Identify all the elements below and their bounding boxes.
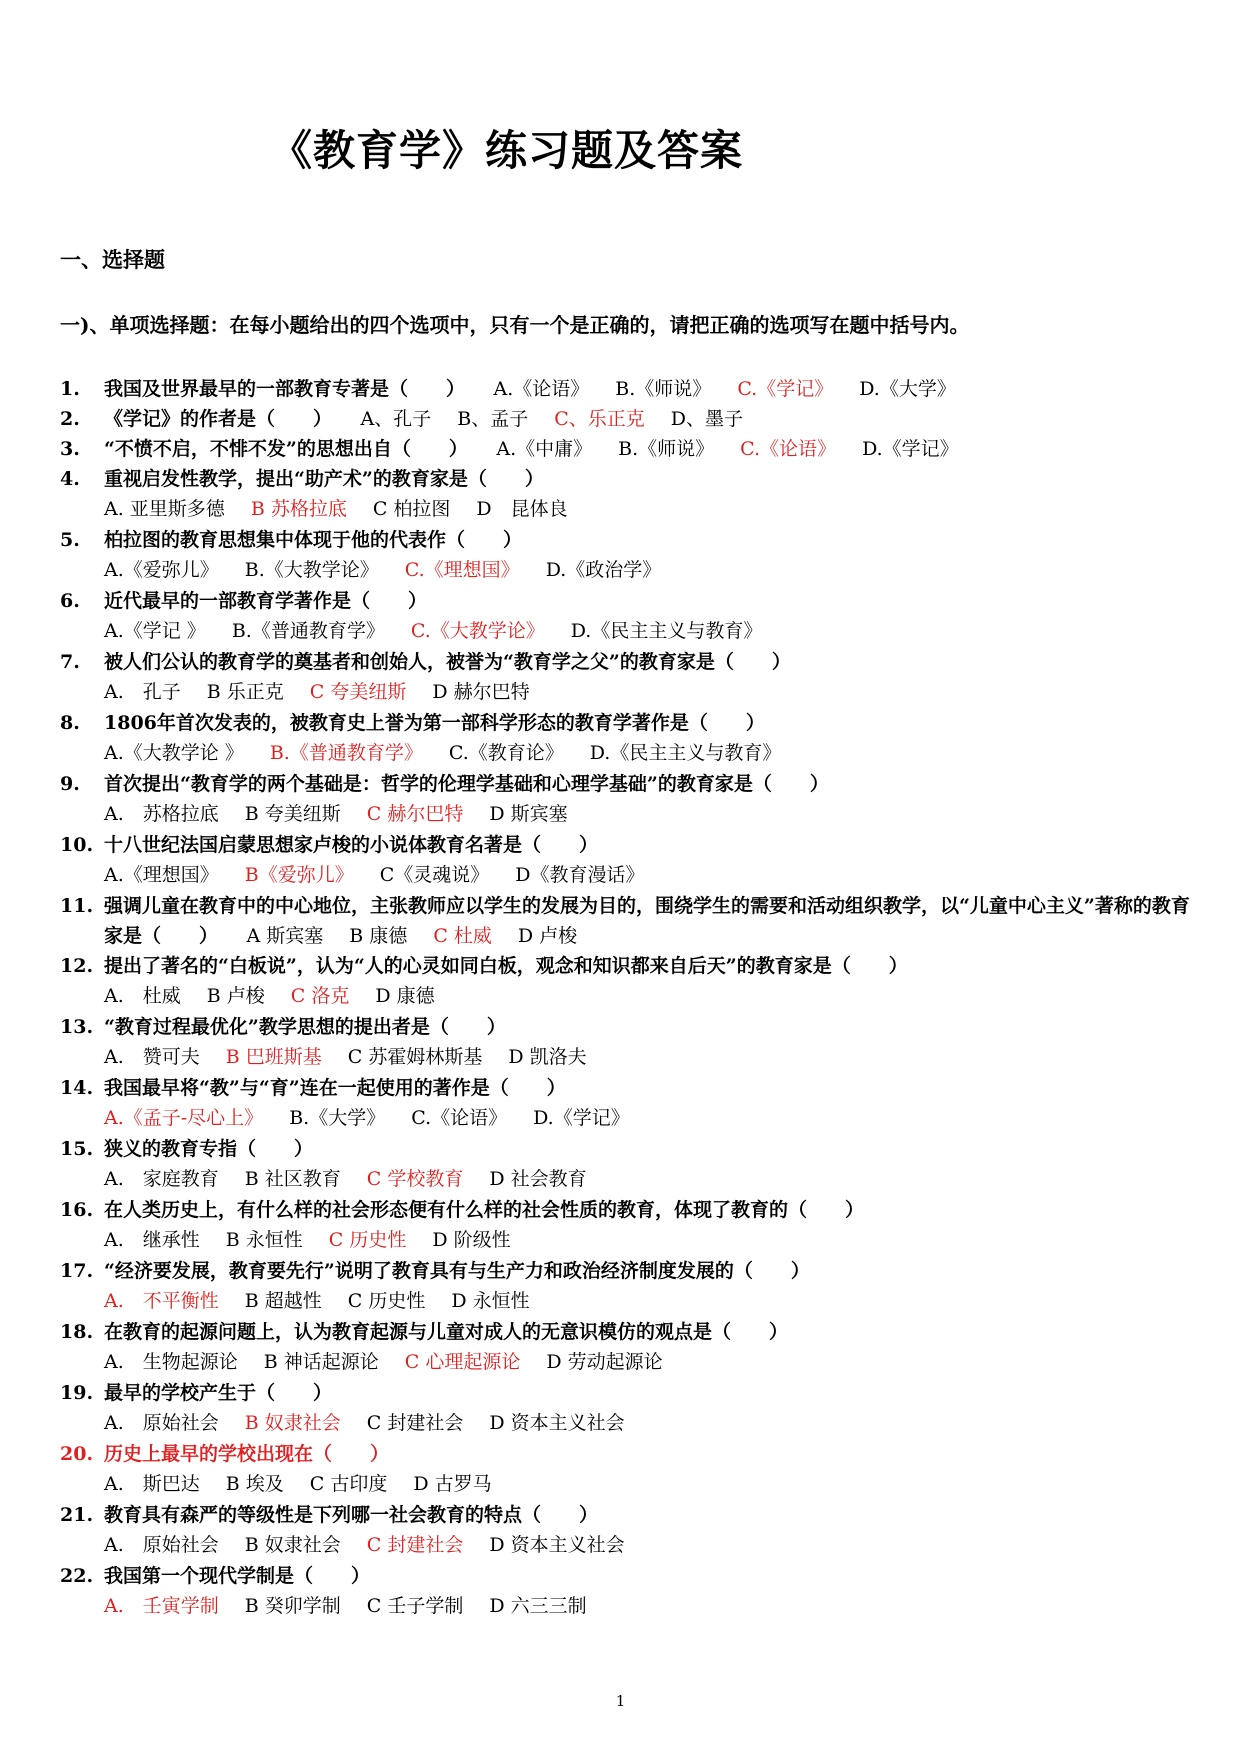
answer-option: B 超越性 — [244, 1290, 322, 1312]
question-stem: 我国及世界最早的一部教育专著是（ ） — [104, 378, 456, 400]
answer-option: D.《政治学》 — [545, 559, 662, 581]
question-stem: 被人们公认的教育学的奠基者和创始人，被誉为“教育学之父”的教育家是（ ） — [104, 651, 791, 673]
question-item — [60, 404, 1190, 434]
question-item — [60, 891, 1190, 951]
correct-answer-option: C.《论语》 — [740, 438, 837, 460]
answer-option: A.《理想国》 — [104, 864, 219, 886]
question-number: 4. — [60, 468, 80, 490]
answer-option: D 卢梭 — [517, 925, 578, 947]
answer-option: D 阶级性 — [432, 1229, 511, 1251]
inline-options — [456, 378, 982, 400]
instruction-text: 一)、单项选择题：在每小题给出的四个选项中，只有一个是正确的，请把正确的选项写在题中括号内。 — [60, 313, 970, 337]
question-stem: 教育具有森严的等级性是下列哪一社会教育的特点（ ） — [104, 1504, 599, 1526]
options-row — [60, 494, 1190, 525]
question-item — [60, 1561, 1190, 1591]
question-stem: 《学记》的作者是（ ） — [104, 408, 323, 430]
options-row — [60, 1164, 1190, 1195]
answer-option: B.《普通教育学》 — [231, 620, 385, 642]
section-heading: 一、选择题 — [60, 247, 165, 272]
question-list — [60, 374, 1190, 1622]
correct-answer-option: C 杜威 — [433, 925, 492, 947]
options-row — [60, 555, 1190, 586]
answer-option: B 永恒性 — [225, 1229, 303, 1251]
answer-option: A. 生物起源论 — [104, 1351, 238, 1373]
correct-answer-option: A.《孟子-尽心上》 — [104, 1107, 264, 1129]
answer-option: A 斯宾塞 — [246, 925, 324, 947]
question-item — [60, 1012, 1190, 1042]
question-item — [60, 830, 1190, 860]
question-stem: 我国第一个现代学制是（ ） — [104, 1565, 371, 1587]
answer-option: C 柏拉图 — [372, 498, 451, 520]
answer-option: D《教育漫话》 — [515, 864, 645, 886]
question-stem: 历史上最早的学校出现在（ ） — [104, 1443, 390, 1465]
options-row — [60, 860, 1190, 891]
answer-option: D 社会教育 — [489, 1168, 587, 1190]
correct-answer-option: B《爱弥儿》 — [244, 864, 354, 886]
question-stem: 提出了著名的“白板说”，认为“人的心灵如同白板，观念和知识都来自后天”的教育家是（ ） — [104, 955, 908, 977]
correct-answer-option: C 洛克 — [290, 985, 350, 1007]
question-item — [60, 647, 1190, 677]
answer-option: C 历史性 — [347, 1290, 426, 1312]
question-number: 12. — [60, 955, 94, 977]
question-number: 13. — [60, 1016, 94, 1038]
correct-answer-option: C.《理想国》 — [404, 559, 520, 581]
question-item — [60, 1073, 1190, 1103]
correct-answer-option: C 心理起源论 — [404, 1351, 521, 1373]
question-number: 19. — [60, 1382, 94, 1404]
answer-option: D.《民主主义与教育》 — [570, 620, 763, 642]
answer-option: B 夸美纽斯 — [244, 803, 341, 825]
question-stem: 十八世纪法国启蒙思想家卢梭的小说体教育名著是（ ） — [104, 834, 599, 856]
options-row — [60, 677, 1190, 708]
correct-answer-option: C.《学记》 — [737, 378, 834, 400]
question-number: 2. — [60, 408, 80, 430]
question-item — [60, 434, 1190, 464]
options-row — [60, 799, 1190, 830]
answer-option: D.《学记》 — [533, 1107, 630, 1129]
question-number: 1. — [60, 378, 80, 400]
options-row — [60, 981, 1190, 1012]
question-number: 7. — [60, 651, 80, 673]
correct-answer-option: B 苏格拉底 — [250, 498, 347, 520]
options-row — [60, 1591, 1190, 1622]
answer-option: B.《大学》 — [289, 1107, 386, 1129]
answer-option: D.《民主主义与教育》 — [589, 742, 782, 764]
answer-option: D 六三三制 — [489, 1595, 587, 1617]
question-stem: 首次提出“教育学的两个基础是：哲学的伦理学基础和心理学基础”的教育家是（ ） — [104, 773, 829, 795]
answer-option: B 神话起源论 — [263, 1351, 379, 1373]
question-number: 8. — [60, 712, 80, 734]
question-stem: “经济要发展，教育要先行”说明了教育具有与生产力和政治经济制度发展的（ ） — [104, 1260, 810, 1282]
answer-option: A.《中庸》 — [496, 438, 593, 460]
options-row — [60, 1042, 1190, 1073]
correct-answer-option: B 巴班斯基 — [225, 1046, 322, 1068]
answer-option: B.《大教学论》 — [244, 559, 379, 581]
options-row — [60, 1408, 1190, 1439]
question-number: 16. — [60, 1199, 94, 1221]
answer-option: D 斯宾塞 — [489, 803, 568, 825]
answer-option: B 乐正克 — [206, 681, 284, 703]
question-number: 17. — [60, 1260, 94, 1282]
question-stem: 最早的学校产生于（ ） — [104, 1382, 333, 1404]
answer-option: D.《学记》 — [862, 438, 959, 460]
question-number: 9. — [60, 773, 80, 795]
answer-option: C.《教育论》 — [448, 742, 564, 764]
options-row — [60, 738, 1190, 769]
options-row — [60, 1469, 1190, 1500]
question-number: 6. — [60, 590, 80, 612]
options-row — [60, 1347, 1190, 1378]
question-stem: 强调儿童在教育中的中心地位，主张教师应以学生的发展为目的，围绕学生的需要和活动组织教学，以“儿童中心主义”著称的教育家是（ ） — [104, 895, 1190, 947]
question-item — [60, 1439, 1190, 1469]
answer-option: B、孟子 — [457, 408, 529, 430]
correct-answer-option: C 夸美纽斯 — [309, 681, 407, 703]
answer-option: D、墨子 — [670, 408, 744, 430]
answer-option: A.《大教学论 》 — [104, 742, 244, 764]
answer-option: D 劳动起源论 — [546, 1351, 663, 1373]
answer-option: B 奴隶社会 — [244, 1534, 341, 1556]
question-number: 10. — [60, 834, 94, 856]
question-item — [60, 708, 1190, 738]
answer-option: D 资本主义社会 — [489, 1534, 625, 1556]
answer-option: D.《大学》 — [859, 378, 956, 400]
question-item — [60, 1378, 1190, 1408]
options-row — [60, 1286, 1190, 1317]
question-stem: 重视启发性教学，提出“助产术”的教育家是（ ） — [104, 468, 544, 490]
question-number: 15. — [60, 1138, 94, 1160]
inline-options — [458, 438, 984, 460]
question-number: 18. — [60, 1321, 94, 1343]
question-item — [60, 525, 1190, 555]
question-item — [60, 586, 1190, 616]
options-row — [60, 1103, 1190, 1134]
correct-answer-option: C、乐正克 — [554, 408, 645, 430]
question-number: 11. — [60, 895, 94, 917]
question-stem: “教育过程最优化”教学思想的提出者是（ ） — [104, 1016, 506, 1038]
question-item — [60, 374, 1190, 404]
question-stem: 近代最早的一部教育学著作是（ ） — [104, 590, 428, 612]
answer-option: C《灵魂说》 — [379, 864, 490, 886]
answer-option: B.《师说》 — [615, 378, 712, 400]
options-row — [60, 616, 1190, 647]
answer-option: A. 苏格拉底 — [104, 803, 219, 825]
question-stem: 1806年首次发表的，被教育史上誉为第一部科学形态的教育学著作是（ ） — [104, 712, 765, 734]
options-row — [60, 1530, 1190, 1561]
question-stem: “不愤不启，不悱不发”的思想出自（ ） — [104, 438, 459, 460]
answer-option: A.《爱弥儿》 — [104, 559, 219, 581]
correct-answer-option: C.《大教学论》 — [410, 620, 545, 642]
document-title: 《教育学》练习题及答案 — [270, 126, 744, 175]
answer-option: B 癸卯学制 — [244, 1595, 341, 1617]
question-stem: 在人类历史上，有什么样的社会形态便有什么样的社会性质的教育，体现了教育的（ ） — [104, 1199, 865, 1221]
answer-option: A. 杜威 — [104, 985, 181, 1007]
correct-answer-option: C 封建社会 — [366, 1534, 464, 1556]
answer-option: A. 原始社会 — [104, 1534, 219, 1556]
answer-option: C 封建社会 — [366, 1412, 464, 1434]
answer-option: A、孔子 — [360, 408, 432, 430]
question-item — [60, 951, 1190, 981]
answer-option: B 社区教育 — [244, 1168, 341, 1190]
question-item — [60, 1317, 1190, 1347]
correct-answer-option: B.《普通教育学》 — [269, 742, 423, 764]
correct-answer-option: B 奴隶社会 — [244, 1412, 341, 1434]
answer-option: B.《师说》 — [618, 438, 715, 460]
question-item — [60, 1256, 1190, 1286]
answer-option: C 苏霍姆林斯基 — [347, 1046, 483, 1068]
question-stem: 在教育的起源问题上，认为教育起源与儿童对成人的无意识模仿的观点是（ ） — [104, 1321, 789, 1343]
answer-option: A. 亚里斯多德 — [104, 498, 225, 520]
answer-option: A. 家庭教育 — [104, 1168, 219, 1190]
answer-option: A. 原始社会 — [104, 1412, 219, 1434]
inline-options — [323, 408, 770, 430]
correct-answer-option: C 赫尔巴特 — [366, 803, 464, 825]
answer-option: D 古罗马 — [413, 1473, 492, 1495]
answer-option: B 埃及 — [225, 1473, 284, 1495]
question-item — [60, 1195, 1190, 1225]
answer-option: B 康德 — [349, 925, 408, 947]
answer-option: A.《学记 》 — [104, 620, 206, 642]
question-stem: 狭义的教育专指（ ） — [104, 1138, 314, 1160]
question-item — [60, 1500, 1190, 1530]
answer-option: C 壬子学制 — [366, 1595, 464, 1617]
question-number: 20. — [60, 1443, 94, 1465]
options-row — [60, 1225, 1190, 1256]
correct-answer-option: A. 不平衡性 — [104, 1290, 219, 1312]
answer-option: C.《论语》 — [411, 1107, 508, 1129]
question-item — [60, 464, 1190, 494]
correct-answer-option: C 学校教育 — [366, 1168, 464, 1190]
answer-option: B 卢梭 — [206, 985, 265, 1007]
question-stem: 柏拉图的教育思想集中体现于他的代表作（ ） — [104, 529, 523, 551]
correct-answer-option: A. 壬寅学制 — [104, 1595, 219, 1617]
page-number: 1 — [615, 1692, 626, 1710]
answer-option: D 昆体良 — [476, 498, 568, 520]
answer-option: D 赫尔巴特 — [432, 681, 530, 703]
answer-option: C 古印度 — [309, 1473, 388, 1495]
question-number: 21. — [60, 1504, 94, 1526]
answer-option: D 永恒性 — [451, 1290, 530, 1312]
correct-answer-option: C 历史性 — [328, 1229, 407, 1251]
question-number: 3. — [60, 438, 80, 460]
answer-option: A. 孔子 — [104, 681, 181, 703]
question-number: 14. — [60, 1077, 94, 1099]
answer-option: A. 斯巴达 — [104, 1473, 200, 1495]
question-item — [60, 1134, 1190, 1164]
answer-option: A. 继承性 — [104, 1229, 200, 1251]
answer-option: A.《论语》 — [493, 378, 590, 400]
answer-option: D 康德 — [375, 985, 435, 1007]
inline-options — [209, 925, 604, 947]
question-number: 5. — [60, 529, 80, 551]
question-stem: 我国最早将“教”与“育”连在一起使用的著作是（ ） — [104, 1077, 566, 1099]
answer-option: A. 赞可夫 — [104, 1046, 200, 1068]
answer-option: D 凯洛夫 — [508, 1046, 587, 1068]
answer-option: D 资本主义社会 — [489, 1412, 625, 1434]
question-item — [60, 769, 1190, 799]
question-number: 22. — [60, 1565, 94, 1587]
